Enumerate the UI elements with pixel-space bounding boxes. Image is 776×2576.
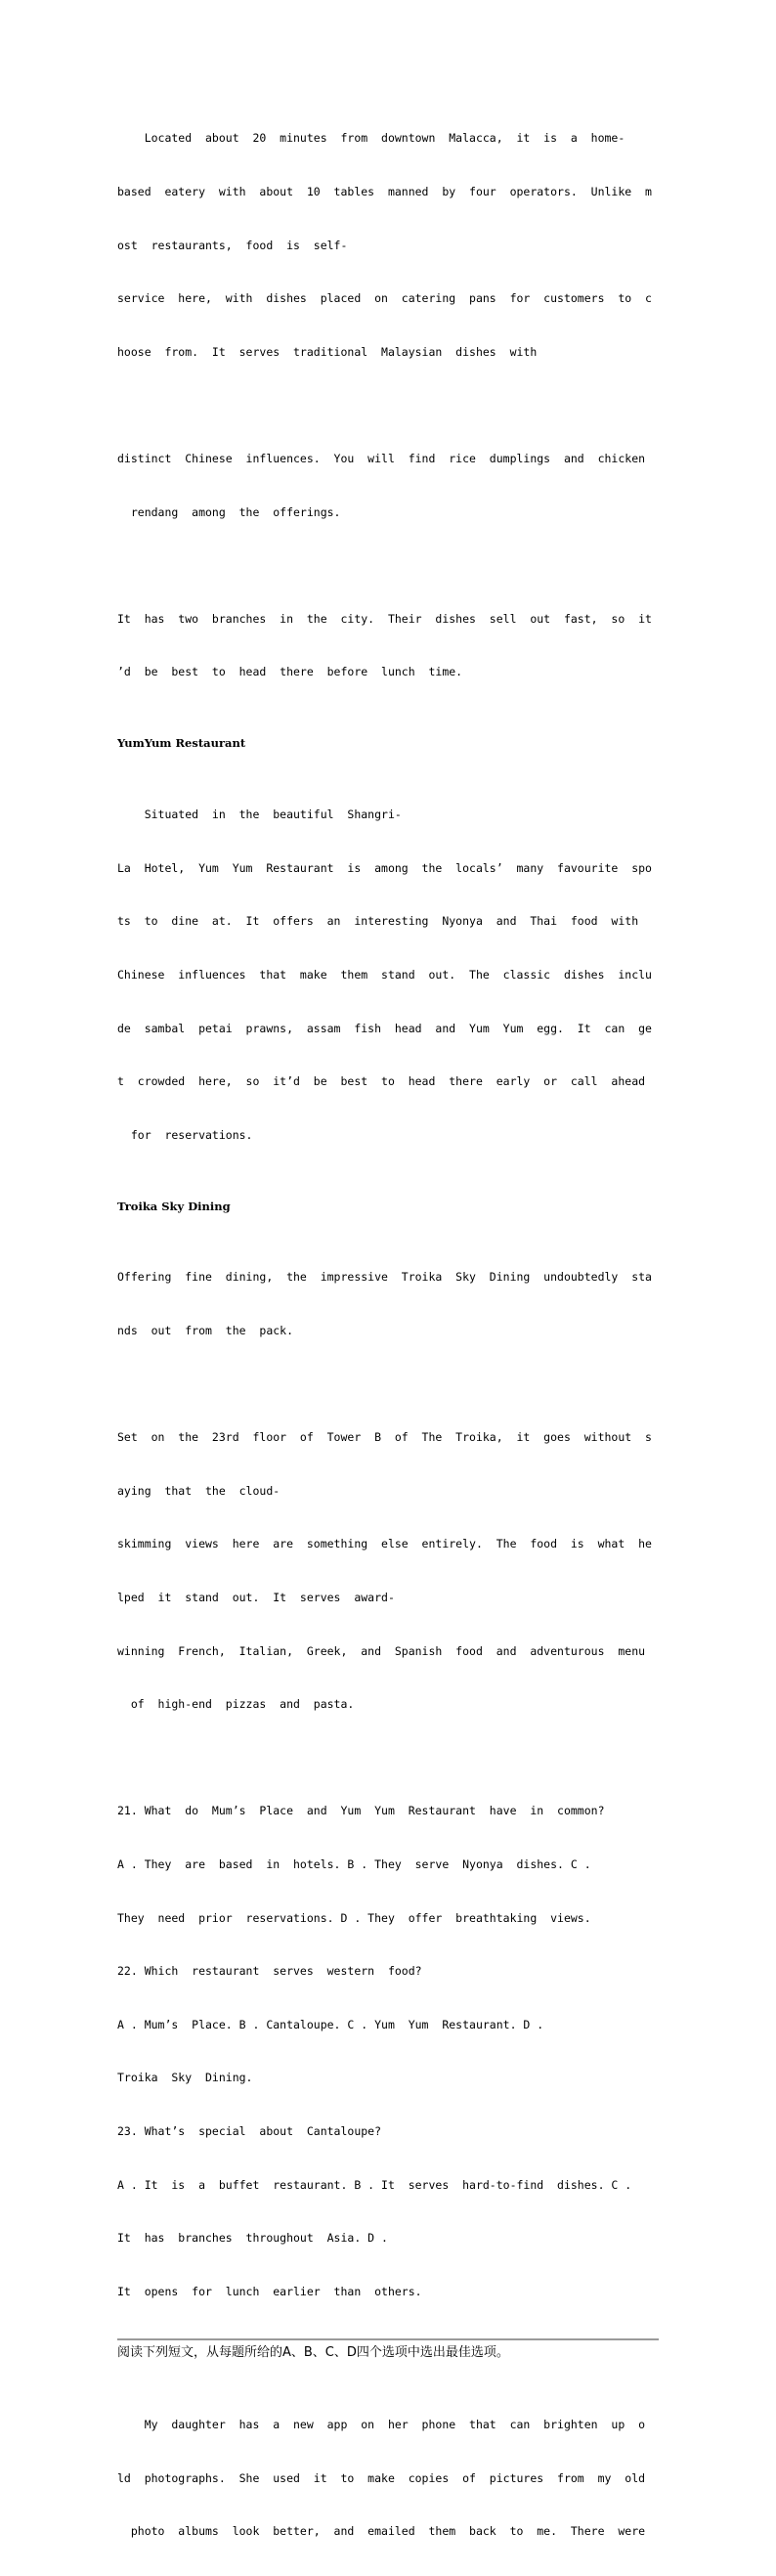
text-line: photo albums look better, and emailed them back to me. There were	[117, 2524, 646, 2539]
mums-place-paragraph-3	[117, 574, 659, 717]
text-line: My daughter has a new app on her phone that can brighten up o	[117, 2418, 646, 2432]
text-line: Located about 20 minutes from downtown Malacca, it is a home-	[117, 131, 625, 146]
yumyum-heading: YumYum Restaurant	[117, 736, 246, 751]
mums-place-paragraph-1	[117, 94, 659, 396]
document-page	[117, 94, 659, 2576]
question-line: 22. Which restaurant serves western food?	[117, 1964, 422, 1979]
question-line: A . They are based in hotels. B . They serve Nyonya dishes. C .	[117, 1856, 591, 1871]
text-line: ost restaurants, food is self-	[117, 238, 348, 252]
text-line: La Hotel, Yum Yum Restaurant is among the locals’ many favourite spo	[117, 860, 652, 875]
text-line: de sambal petai prawns, assam fish head and Yum Yum egg. It can ge	[117, 1021, 652, 1035]
question-line: 23. What’s special about Cantaloupe?	[117, 2124, 382, 2139]
section-instruction: 阅读下列短文，从每题所给的A、B、C、D四个选项中选出最佳选项。	[117, 2345, 509, 2361]
troika-paragraph-2	[117, 1393, 659, 1749]
question-line: Troika Sky Dining.	[117, 2071, 253, 2085]
question-line: It opens for lunch earlier than others.	[117, 2284, 422, 2298]
text-line: t crowded here, so it’d be best to head there early or call ahead	[117, 1074, 646, 1089]
section-divider	[117, 2338, 659, 2340]
text-line: aying that the cloud-	[117, 1483, 280, 1498]
mums-place-paragraph-2	[117, 415, 659, 557]
text-line: lped it stand out. It serves award-	[117, 1590, 395, 1604]
text-line: skimming views here are something else entirely. The food is what he	[117, 1537, 652, 1551]
text-line: service here, with dishes placed on catering pans for customers to c	[117, 291, 652, 306]
troika-heading: Troika Sky Dining	[117, 1199, 231, 1213]
text-line: It has two branches in the city. Their dishes sell out fast, so it	[117, 611, 652, 626]
question-line: 21. What do Mum’s Place and Yum Yum Restaurant have in common?	[117, 1804, 605, 1818]
question-line: A . It is a buffet restaurant. B . It serves hard-to-find dishes. C .	[117, 2177, 632, 2192]
text-line: distinct Chinese influences. You will find rice dumplings and chicken	[117, 452, 646, 466]
question-line: It has branches throughout Asia. D .	[117, 2231, 388, 2246]
text-line: Chinese influences that make them stand out. The classic dishes inclu	[117, 967, 652, 982]
troika-paragraph-1	[117, 1233, 659, 1375]
text-line: ts to dine at. It offers an interesting Nyonya and Thai food with	[117, 914, 639, 929]
text-line: winning French, Italian, Greek, and Spanish food and adventurous menu	[117, 1643, 646, 1658]
text-line: for reservations.	[117, 1127, 253, 1142]
text-line: nds out from the pack.	[117, 1323, 294, 1337]
text-line: based eatery with about 10 tables manned by four operators. Unlike m	[117, 185, 652, 199]
text-line: ’d be best to head there before lunch time.	[117, 665, 463, 679]
text-line: hoose from. It serves traditional Malaysian dishes with	[117, 344, 538, 359]
next-passage-paragraph	[117, 2380, 659, 2576]
text-line: of high-end pizzas and pasta.	[117, 1697, 355, 1712]
text-line: ld photographs. She used it to make copies of pictures from my old	[117, 2470, 646, 2485]
yumyum-paragraph	[117, 770, 659, 1180]
text-line: Set on the 23rd floor of Tower B of The Troika, it goes without s	[117, 1430, 652, 1445]
question-line: They need prior reservations. D . They offer breathtaking views.	[117, 1910, 591, 1925]
question-line: A . Mum’s Place. B . Cantaloupe. C . Yum Yum Restaurant. D .	[117, 2017, 544, 2031]
text-line: Situated in the beautiful Shangri-	[117, 808, 402, 822]
text-line: rendang among the offerings.	[117, 504, 341, 519]
text-line: Offering fine dining, the impressive Troika Sky Dining undoubtedly sta	[117, 1270, 652, 1285]
questions-block	[117, 1767, 659, 2336]
